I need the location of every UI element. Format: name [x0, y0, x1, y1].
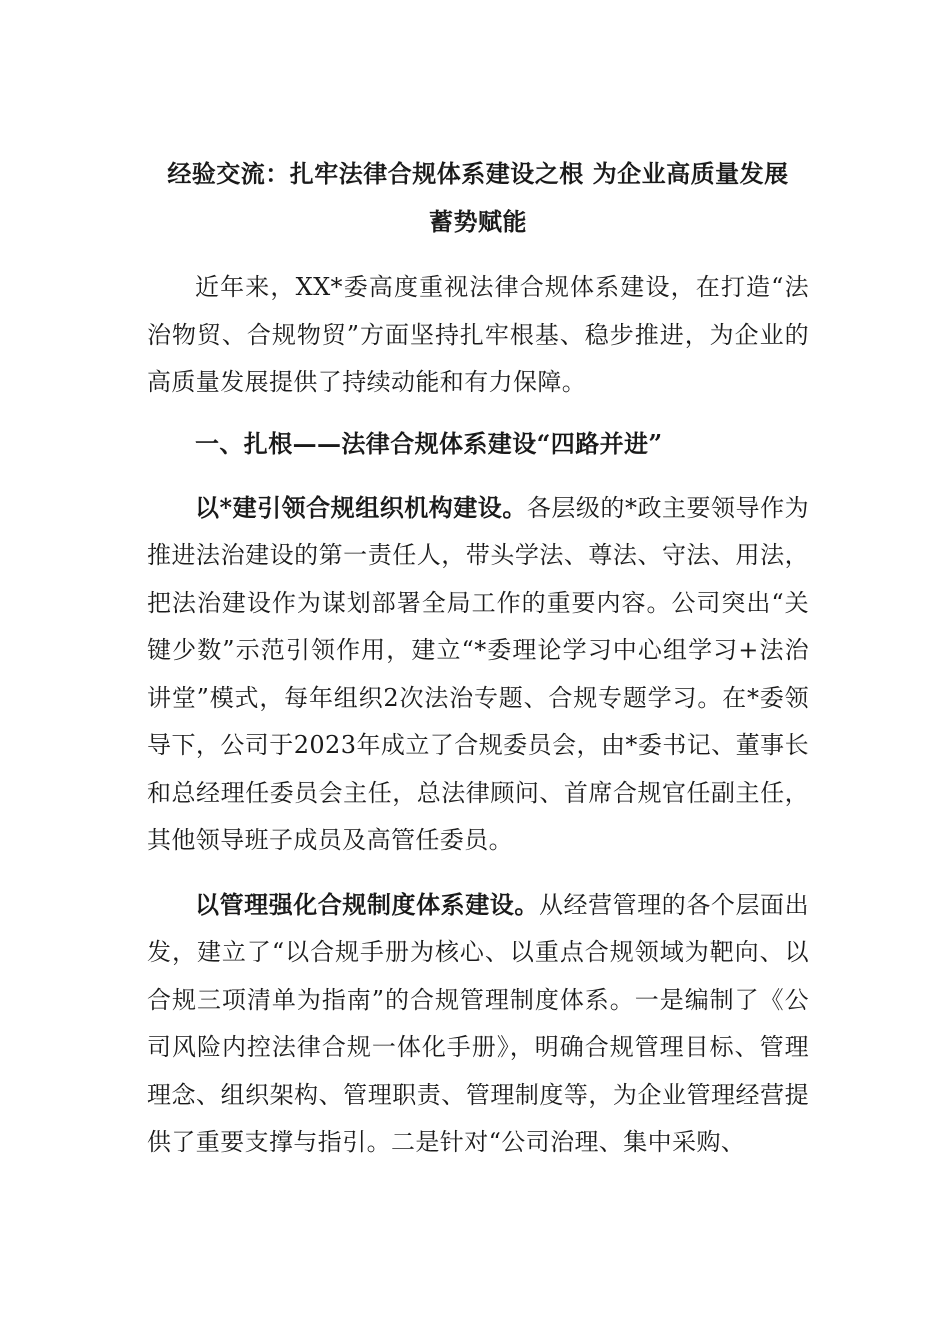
- paragraph-body: 各层级的*政主要领导作为推进法治建设的第一责任人，带头学法、尊法、守法、用法，把法治建设作为谋划部署全局工作的重要内容。公司突出“关键少数”示范引领作用，建立“*委理论学习中心组学习+法治讲堂”模式，每年组织2次法治专题、合规专题学习。在*委领导下，公司于2023年成立了合规委员会，由*委书记、董事长和总经理任委员会主任，总法律顾问、首席合规官任副主任，其他领导班子成员及高管任委员。: [147, 493, 809, 854]
- paragraph-body: 从经营管理的各个层面出发，建立了“以合规手册为核心、以重点合规领域为靶向、以合规三项清单为指南”的合规管理制度体系。一是编制了《公司风险内控法律合规一体化手册》，明确合规管理目标、管理理念、组织架构、管理职责、管理制度等，为企业管理经营提供了重要支撑与指引。二是针对“公司治理、集中采购、: [147, 890, 809, 1156]
- title-line-1: 经验交流：扎牢法律合规体系建设之根 为企业高质量发展: [167, 159, 789, 188]
- paragraph-management-system: [147, 881, 809, 1167]
- paragraph-lead: 以管理强化合规制度体系建设。: [195, 889, 539, 919]
- title-line-2: 蓄势赋能: [429, 207, 527, 236]
- paragraph-lead: 以*建引领合规组织机构建设。: [195, 492, 527, 522]
- document-body: [147, 150, 809, 1167]
- intro-paragraph: 近年来，XX*委高度重视法律合规体系建设，在打造“法治物贸、合规物贸”方面坚持扎牢根基、稳步推进，为企业的高质量发展提供了持续动能和有力保障。: [147, 273, 809, 396]
- document-title: [147, 150, 809, 246]
- section-heading-1: 一、扎根——法律合规体系建设“四路并进”: [195, 428, 663, 458]
- paragraph-party-leadership: [147, 484, 809, 865]
